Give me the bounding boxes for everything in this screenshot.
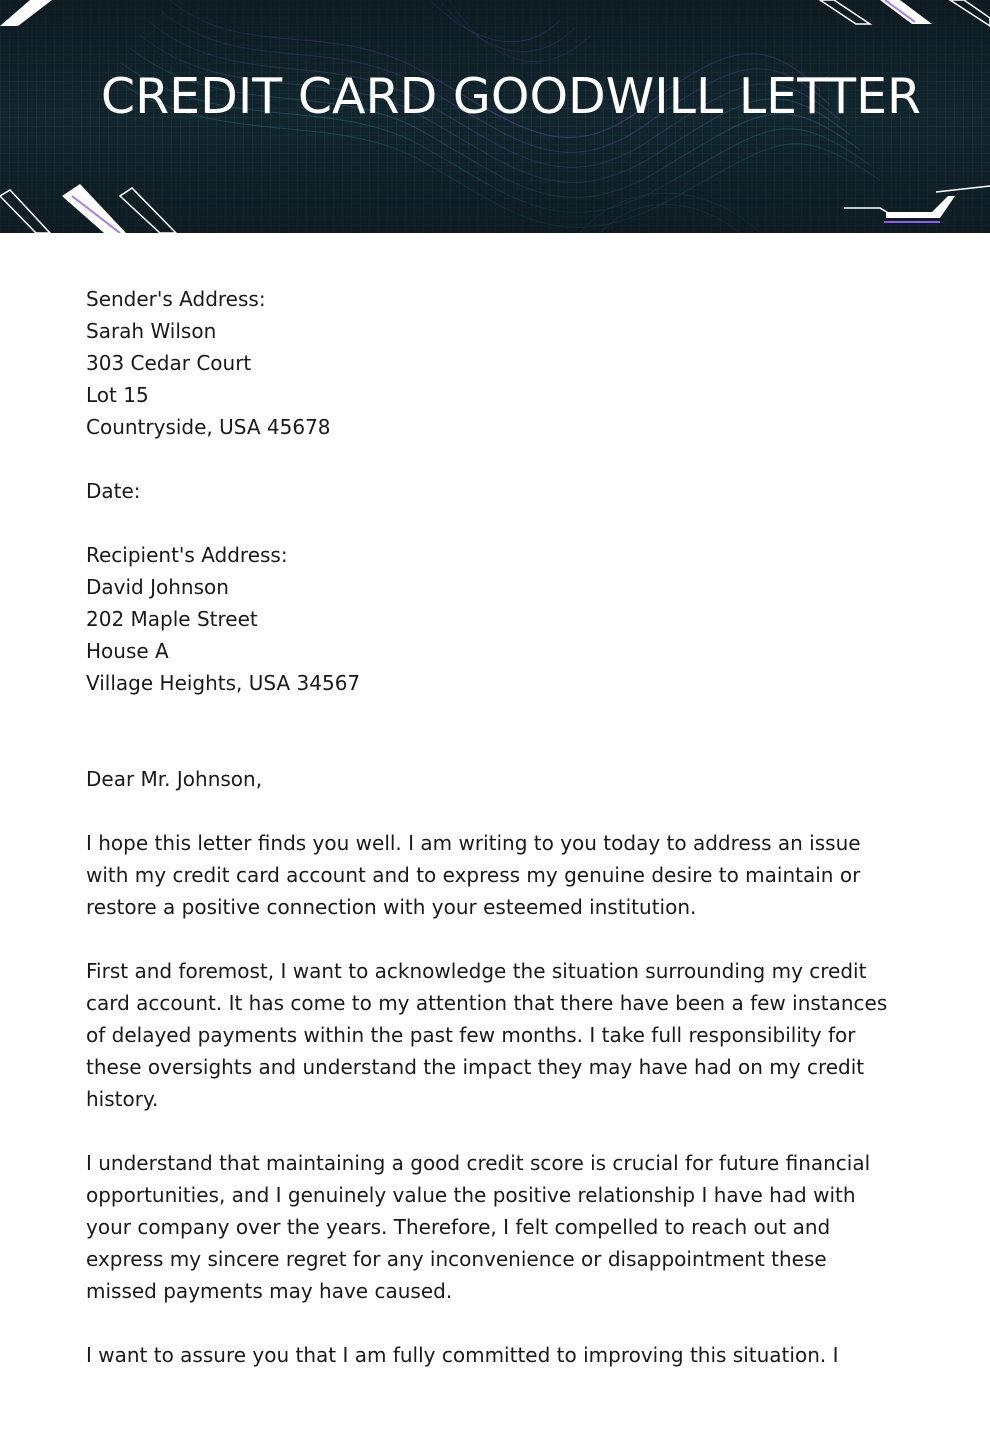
recipient-address-block — [86, 539, 901, 699]
paragraph-intro: I hope this letter finds you well. I am writing to you today to address an issue with my credit card account and to express my genuine desire to maintain or restore a positive connection with your esteemed institution. — [86, 831, 861, 919]
sender-name: Sarah Wilson — [86, 319, 217, 343]
recipient-city: Village Heights, USA 34567 — [86, 671, 361, 695]
sender-street: 303 Cedar Court — [86, 351, 252, 375]
paragraph-regret: I understand that maintaining a good credit score is crucial for future financial opportunities, and I genuinely value the positive relationship I have had with your company over the years. Therefore, I felt compelled to reach out and express my sincere regret for any inconvenience or disappointment these missed payments may have caused. — [86, 1151, 871, 1303]
sender-city: Countryside, USA 45678 — [86, 415, 331, 439]
salutation: Dear Mr. Johnson, — [86, 767, 263, 791]
header-banner — [0, 0, 990, 233]
recipient-name: David Johnson — [86, 575, 229, 599]
date-label: Date: — [86, 479, 141, 503]
recipient-unit: House A — [86, 639, 169, 663]
sender-address-block — [86, 283, 901, 443]
paragraph-acknowledgement: First and foremost, I want to acknowledge the situation surrounding my credit card account. It has come to my attention that there have been a few instances of delayed payments within the past few months. I take full responsibility for these oversights and understand the impact they may have had on my credit history. — [86, 959, 888, 1111]
page-title: CREDIT CARD GOODWILL LETTER — [100, 68, 922, 125]
letter-body — [86, 283, 901, 1371]
recipient-address-label: Recipient's Address: — [86, 543, 288, 567]
sender-address-label: Sender's Address: — [86, 287, 266, 311]
recipient-street: 202 Maple Street — [86, 607, 258, 631]
sender-unit: Lot 15 — [86, 383, 149, 407]
paragraph-commitment: I want to assure you that I am fully committed to improving this situation. I — [86, 1343, 839, 1367]
